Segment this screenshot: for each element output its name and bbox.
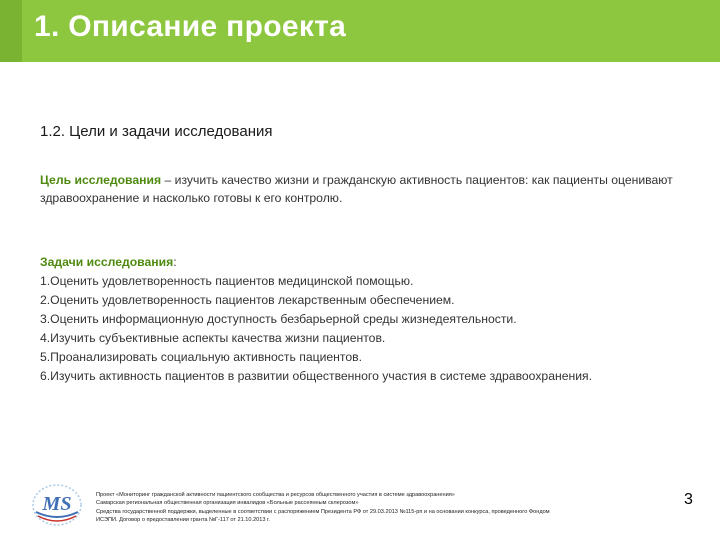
footer-text xyxy=(96,491,656,525)
organization-logo xyxy=(30,482,84,528)
tasks-block xyxy=(40,253,690,386)
task-item: 2.Оценить удовлетворенность пациентов лекарственным обеспечением. xyxy=(40,293,455,307)
header-bar xyxy=(0,0,720,62)
header-accent xyxy=(0,0,22,62)
goal-text: – изучить качество жизни и гражданскую активность пациентов: как пациенты оценивают здравоохранение и насколько готовы к его контролю. xyxy=(40,173,673,205)
footer-line: Средства государственной поддержки, выделенные в соответствии с распоряжением Президента РФ от 29.03.2013 №115-рп и на основании конкурса, проведенного Фондом xyxy=(96,508,550,515)
tasks-label: Задачи исследования xyxy=(40,255,174,269)
goal-paragraph xyxy=(40,171,690,207)
task-item: 6.Изучить активность пациентов в развитии общественного участия в системе здравоохранения. xyxy=(40,369,593,383)
svg-text:MS: MS xyxy=(42,493,72,515)
goal-label: Цель исследования xyxy=(40,173,162,187)
footer-line: ИСЭПИ. Договор о предоставлении гранта №Г-117 от 21.10.2013 г. xyxy=(96,517,270,524)
tasks-heading xyxy=(40,253,690,272)
tasks-label-suffix: : xyxy=(173,255,177,269)
footer-line: Самарская региональная общественная организация инвалидов «Больные рассеянным склерозом» xyxy=(96,500,359,507)
slide-title: 1. Описание проекта xyxy=(34,10,347,43)
page-number: 3 xyxy=(684,491,693,508)
section-subtitle: 1.2. Цели и задачи исследования xyxy=(40,123,273,140)
task-item: 1.Оценить удовлетворенность пациентов медицинской помощью. xyxy=(40,274,414,288)
task-item: 4.Изучить субъективные аспекты качества жизни пациентов. xyxy=(40,331,386,345)
task-item: 3.Оценить информационную доступность безбарьерной среды жизнедеятельности. xyxy=(40,312,517,326)
task-item: 5.Проанализировать социальную активность пациентов. xyxy=(40,350,362,364)
footer-line: Проект «Мониторинг гражданской активности пациентского сообщества и ресурсов общественного участия в системе здравоохранения» xyxy=(96,492,455,498)
